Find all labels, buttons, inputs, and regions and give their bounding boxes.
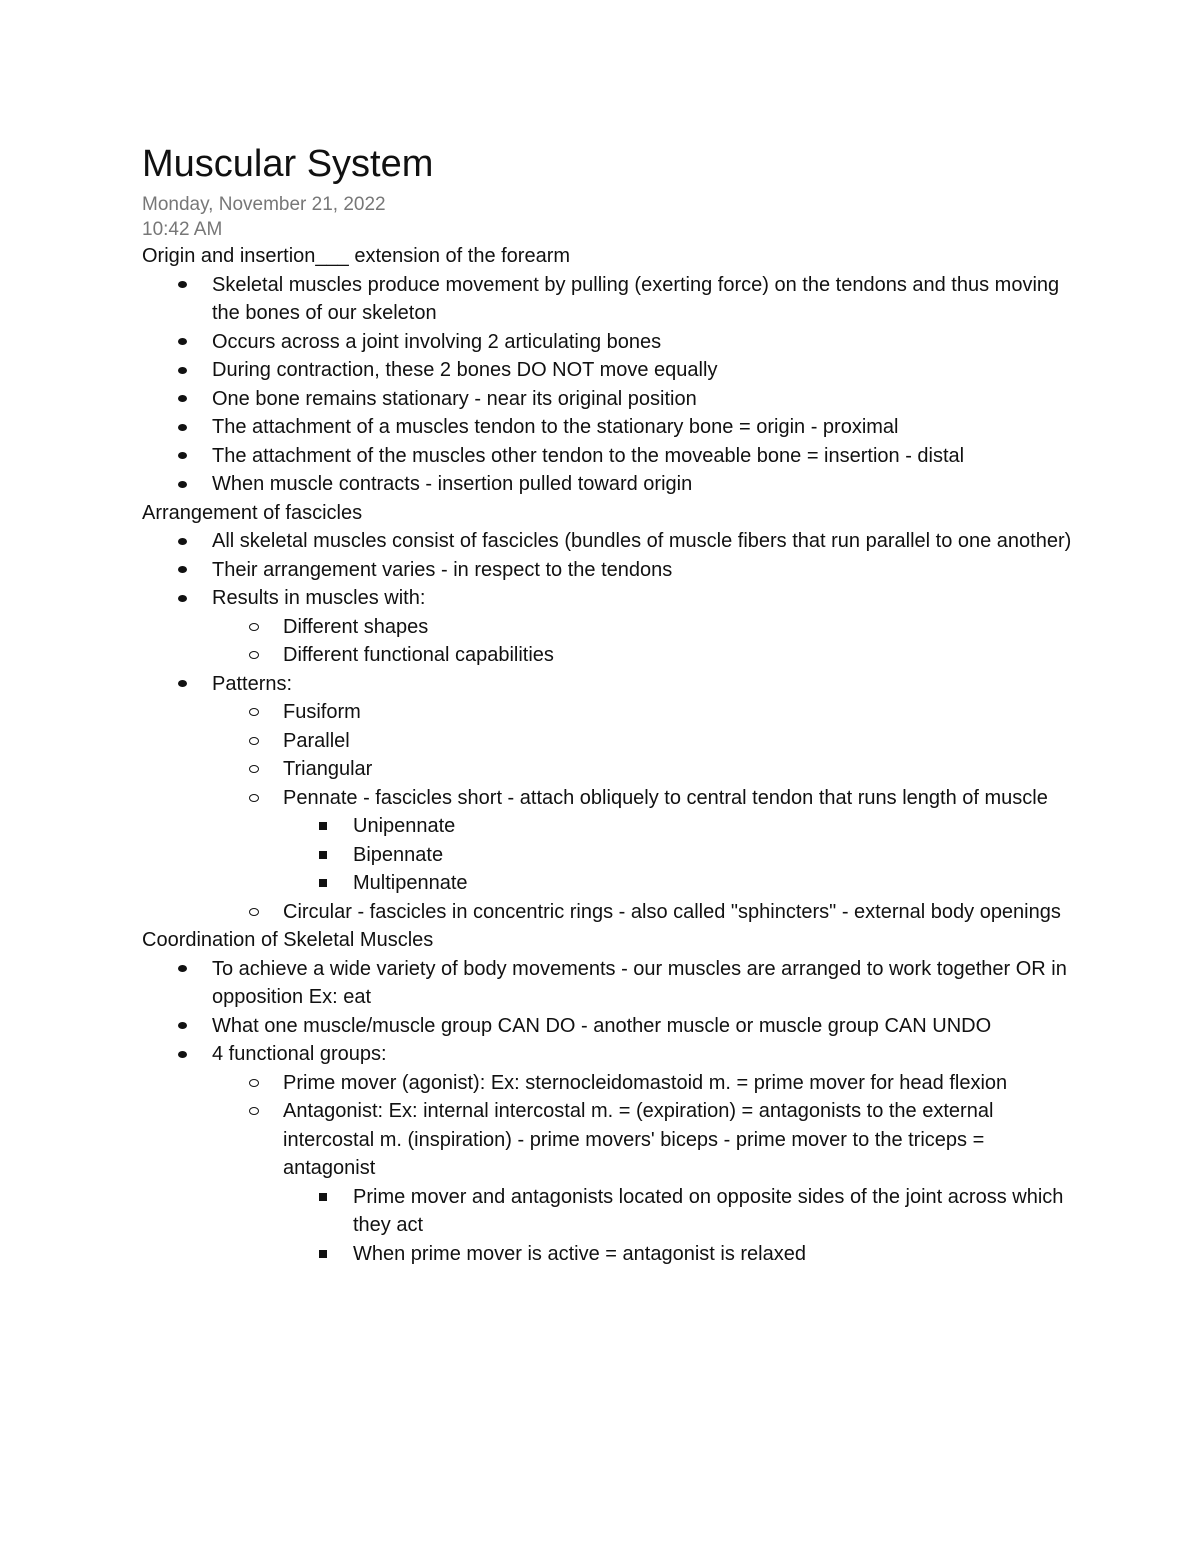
- sub-sub-list-item: Unipennate: [353, 812, 1082, 841]
- sub-sub-list-item: Prime mover and antagonists located on opposite sides of the joint across which they act: [353, 1183, 1082, 1240]
- circle-bullet-icon: [249, 613, 259, 642]
- list-item: The attachment of the muscles other tendon to the moveable bone = insertion - distal: [212, 442, 1082, 471]
- square-bullet-icon: [319, 869, 327, 898]
- list-item: One bone remains stationary - near its original position: [212, 385, 1082, 414]
- section-heading-origin: Origin and insertion___ extension of the forearm: [142, 245, 571, 267]
- note-page: [142, 140, 1082, 1268]
- sub-list-item: Prime mover (agonist): Ex: sternocleidomastoid m. = prime mover for head flexion: [283, 1069, 1082, 1098]
- bullet-icon: [178, 356, 187, 385]
- bullet-icon: [178, 470, 187, 499]
- square-bullet-icon: [319, 812, 327, 841]
- circle-bullet-icon: [249, 698, 259, 727]
- bullet-icon: [178, 413, 187, 442]
- square-bullet-icon: [319, 841, 327, 870]
- square-bullet-icon: [319, 1240, 327, 1269]
- section-heading-coordination: Coordination of Skeletal Muscles: [142, 929, 434, 951]
- fascicles-list: [142, 527, 1082, 926]
- bullet-icon: [178, 584, 187, 613]
- note-time: 10:42 AM: [142, 219, 223, 240]
- list-item: Their arrangement varies - in respect to the tendons: [212, 556, 1082, 585]
- section-heading-fascicles: Arrangement of fascicles: [142, 501, 363, 524]
- square-bullet-icon: [319, 1183, 327, 1212]
- bullet-icon: [178, 527, 187, 556]
- bullet-icon: [178, 955, 187, 984]
- sub-list-item: Circular - fascicles in concentric rings - also called "sphincters" - external body openings: [283, 898, 1082, 927]
- circle-bullet-icon: [249, 898, 259, 927]
- page-title: Muscular System: [142, 143, 434, 185]
- bullet-icon: [178, 670, 187, 699]
- circle-bullet-icon: [249, 784, 259, 813]
- list-item: The attachment of a muscles tendon to the stationary bone = origin - proximal: [212, 413, 1082, 442]
- bullet-icon: [178, 385, 187, 414]
- bullet-icon: [178, 442, 187, 471]
- list-item: When muscle contracts - insertion pulled toward origin: [212, 470, 1082, 499]
- list-item: Skeletal muscles produce movement by pulling (exerting force) on the tendons and thus moving the bones of our skeleton: [212, 271, 1082, 328]
- list-item: Patterns:: [212, 670, 1082, 699]
- sub-list-item: Parallel: [283, 727, 1082, 756]
- sub-list-item: Different functional capabilities: [283, 641, 1082, 670]
- sub-list-item: Antagonist: Ex: internal intercostal m. = (expiration) = antagonists to the external intercostal m. (inspiration) - prime movers' biceps - prime mover to the triceps = antagonist: [283, 1097, 1082, 1183]
- list-item: What one muscle/muscle group CAN DO - another muscle or muscle group CAN UNDO: [212, 1012, 1082, 1041]
- note-date: Monday, November 21, 2022: [142, 194, 386, 215]
- circle-bullet-icon: [249, 755, 259, 784]
- bullet-icon: [178, 1012, 187, 1041]
- list-item: All skeletal muscles consist of fascicles (bundles of muscle fibers that run parallel to one another): [212, 527, 1082, 556]
- sub-sub-list-item: Multipennate: [353, 869, 1082, 898]
- circle-bullet-icon: [249, 1097, 259, 1126]
- circle-bullet-icon: [249, 727, 259, 756]
- sub-list-item: Different shapes: [283, 613, 1082, 642]
- sub-sub-list-item: Bipennate: [353, 841, 1082, 870]
- bullet-icon: [178, 1040, 187, 1069]
- sub-list-item: Fusiform: [283, 698, 1082, 727]
- sub-list-item: Pennate - fascicles short - attach obliquely to central tendon that runs length of muscle: [283, 784, 1082, 813]
- list-item: Results in muscles with:: [212, 584, 1082, 613]
- bullet-icon: [178, 328, 187, 357]
- origin-list: [142, 271, 1082, 499]
- bullet-icon: [178, 556, 187, 585]
- list-item: Occurs across a joint involving 2 articulating bones: [212, 328, 1082, 357]
- circle-bullet-icon: [249, 1069, 259, 1098]
- list-item: During contraction, these 2 bones DO NOT move equally: [212, 356, 1082, 385]
- list-item: To achieve a wide variety of body movements - our muscles are arranged to work together OR in opposition Ex: eat: [212, 955, 1082, 1012]
- sub-list-item: Triangular: [283, 755, 1082, 784]
- bullet-icon: [178, 271, 187, 300]
- sub-sub-list-item: When prime mover is active = antagonist is relaxed: [353, 1240, 1082, 1269]
- list-item: 4 functional groups:: [212, 1040, 1082, 1069]
- coordination-list: [142, 955, 1082, 1269]
- circle-bullet-icon: [249, 641, 259, 670]
